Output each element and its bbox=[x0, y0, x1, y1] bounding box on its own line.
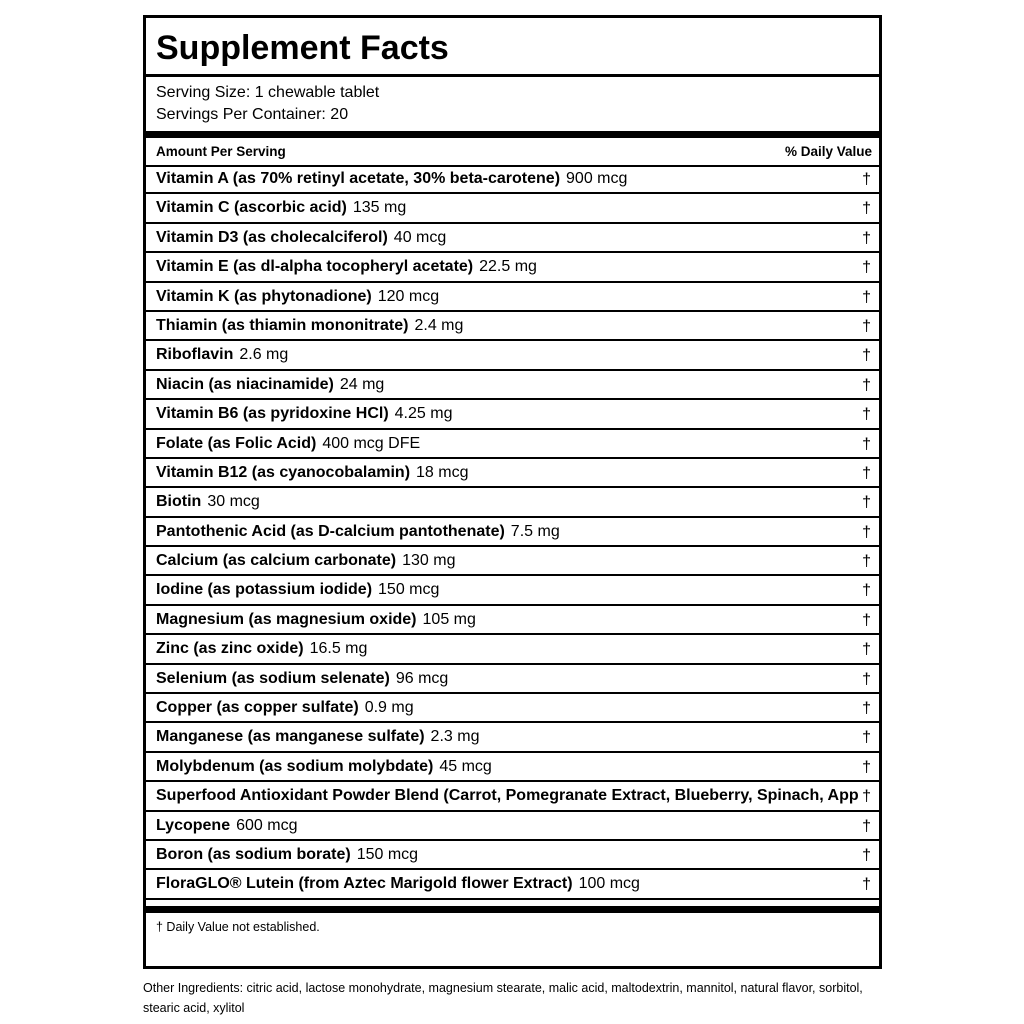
nutrient-amount: 150 mcg bbox=[378, 581, 440, 599]
nutrient-text bbox=[156, 346, 288, 364]
nutrient-amount: 2.3 mg bbox=[430, 728, 480, 746]
nutrient-text bbox=[156, 581, 439, 599]
nutrient-text bbox=[156, 493, 260, 511]
amount-header: Amount Per Serving bbox=[156, 144, 286, 159]
servings-per-container: Servings Per Container: 20 bbox=[156, 106, 349, 123]
daily-value-dagger: † bbox=[862, 200, 871, 218]
daily-value-dagger: † bbox=[862, 376, 871, 394]
nutrient-row bbox=[146, 459, 879, 488]
daily-value-dagger: † bbox=[862, 347, 871, 365]
nutrient-amount: 2.6 mg bbox=[239, 346, 289, 364]
nutrient-name: Vitamin A (as 70% retinyl acetate, 30% beta-carotene) bbox=[156, 170, 561, 187]
nutrient-amount: 7.5 mg bbox=[510, 522, 560, 540]
nutrient-name: Pantothenic Acid (as D-calcium pantothenate) bbox=[156, 522, 505, 540]
nutrient-amount: 4.25 mg bbox=[394, 405, 453, 423]
nutrient-amount: 2.4 mg bbox=[414, 316, 464, 334]
daily-value-dagger: † bbox=[862, 846, 871, 864]
serving-size: Serving Size: 1 chewable tablet bbox=[156, 84, 380, 101]
nutrient-name: Iodine (as potassium iodide) bbox=[156, 581, 373, 599]
nutrient-text bbox=[156, 199, 406, 217]
nutrient-row bbox=[146, 576, 879, 605]
nutrient-amount: 120 mcg bbox=[377, 287, 440, 305]
nutrient-name: Superfood Antioxidant Powder Blend (Carrot, Pomegranate Extract, Blueberry, Spinach, App bbox=[156, 787, 859, 805]
nutrient-row bbox=[146, 547, 879, 576]
nutrient-amount: 30 mcg bbox=[207, 493, 260, 511]
nutrient-amount: 45 mcg bbox=[439, 757, 492, 775]
nutrient-name: FloraGLO® Lutein (from Aztec Marigold flower Extract) bbox=[156, 875, 573, 893]
daily-value-dagger: † bbox=[862, 788, 871, 806]
nutrient-name: Biotin bbox=[156, 493, 202, 511]
daily-value-dagger: † bbox=[862, 259, 871, 277]
nutrient-row bbox=[146, 782, 879, 811]
dv-header: % Daily Value bbox=[784, 144, 872, 159]
nutrient-name: Vitamin E (as dl-alpha tocopheryl acetate) bbox=[156, 258, 474, 276]
nutrient-row bbox=[146, 812, 879, 841]
nutrient-text bbox=[156, 317, 463, 335]
nutrient-name: Molybdenum (as sodium molybdate) bbox=[156, 757, 434, 775]
nutrient-amount: 130 mg bbox=[402, 552, 456, 570]
nutrient-amount: 0.9 mg bbox=[364, 699, 414, 717]
daily-value-dagger: † bbox=[862, 523, 871, 541]
footnote: † Daily Value not established. bbox=[156, 920, 320, 934]
nutrient-name: Riboflavin bbox=[156, 346, 234, 364]
nutrient-row bbox=[146, 341, 879, 370]
nutrient-amount: 18 mcg bbox=[416, 463, 469, 481]
nutrient-row bbox=[146, 371, 879, 400]
daily-value-dagger: † bbox=[862, 464, 871, 482]
nutrient-name: Folate (as Folic Acid) bbox=[156, 434, 317, 452]
nutrient-text bbox=[156, 376, 384, 394]
thick-divider bbox=[146, 906, 879, 913]
nutrient-name: Boron (as sodium borate) bbox=[156, 845, 351, 863]
supplement-facts-panel bbox=[143, 15, 882, 969]
nutrient-row bbox=[146, 253, 879, 282]
daily-value-dagger: † bbox=[862, 817, 871, 835]
nutrient-name: Copper (as copper sulfate) bbox=[156, 699, 359, 717]
nutrient-text bbox=[156, 611, 476, 629]
nutrient-name: Vitamin B12 (as cyanocobalamin) bbox=[156, 463, 411, 481]
nutrient-text bbox=[156, 758, 492, 776]
nutrient-row bbox=[146, 194, 879, 223]
nutrient-row bbox=[146, 665, 879, 694]
nutrient-text bbox=[156, 523, 560, 541]
nutrient-amount: 900 mcg bbox=[566, 170, 628, 187]
nutrient-amount: 150 mcg bbox=[356, 845, 419, 863]
nutrient-text bbox=[156, 464, 468, 482]
daily-value-dagger: † bbox=[862, 406, 871, 424]
nutrient-name: Magnesium (as magnesium oxide) bbox=[156, 610, 417, 628]
nutrient-amount: 105 mg bbox=[422, 610, 476, 628]
nutrient-list bbox=[146, 165, 879, 900]
nutrient-amount: 40 mcg bbox=[393, 228, 447, 246]
nutrient-row bbox=[146, 165, 879, 194]
nutrient-row bbox=[146, 841, 879, 870]
nutrient-name: Selenium (as sodium selenate) bbox=[156, 669, 390, 687]
nutrient-row bbox=[146, 224, 879, 253]
nutrient-name: Lycopene bbox=[156, 816, 231, 834]
daily-value-dagger: † bbox=[862, 317, 871, 335]
nutrient-name: Calcium (as calcium carbonate) bbox=[156, 552, 397, 570]
nutrient-amount: 135 mg bbox=[352, 199, 407, 217]
nutrient-row bbox=[146, 635, 879, 664]
nutrient-row bbox=[146, 870, 879, 899]
nutrient-row bbox=[146, 488, 879, 517]
nutrient-row bbox=[146, 518, 879, 547]
nutrient-row bbox=[146, 694, 879, 723]
daily-value-dagger: † bbox=[862, 229, 871, 247]
nutrient-amount: 22.5 mg bbox=[479, 258, 537, 276]
daily-value-dagger: † bbox=[862, 700, 871, 718]
nutrient-row bbox=[146, 430, 879, 459]
nutrient-text bbox=[156, 670, 448, 688]
nutrient-text bbox=[156, 229, 446, 247]
daily-value-dagger: † bbox=[862, 670, 871, 688]
nutrient-row bbox=[146, 283, 879, 312]
other-ingredients: Other Ingredients: citric acid, lactose monohydrate, magnesium stearate, malic acid, maltodextrin, mannitol, natural flavor, sorbitol, stearic acid, xylitol bbox=[143, 981, 863, 1015]
daily-value-dagger: † bbox=[862, 758, 871, 776]
nutrient-name: Manganese (as manganese sulfate) bbox=[156, 728, 425, 746]
nutrient-amount: 16.5 mg bbox=[309, 640, 368, 658]
nutrient-name: Niacin (as niacinamide) bbox=[156, 375, 334, 393]
nutrient-amount: 400 mcg DFE bbox=[322, 434, 421, 452]
nutrient-amount: 96 mcg bbox=[395, 669, 449, 687]
thick-divider bbox=[146, 131, 879, 138]
nutrient-text bbox=[156, 170, 627, 188]
nutrient-text bbox=[156, 817, 297, 835]
daily-value-dagger: † bbox=[862, 435, 871, 453]
nutrient-text bbox=[156, 258, 537, 276]
nutrient-row bbox=[146, 753, 879, 782]
nutrient-text bbox=[156, 846, 418, 864]
panel-title: Supplement Facts bbox=[156, 29, 449, 67]
daily-value-dagger: † bbox=[862, 288, 871, 306]
nutrient-amount: 600 mcg bbox=[236, 816, 298, 834]
daily-value-dagger: † bbox=[862, 553, 871, 571]
nutrient-text bbox=[156, 728, 479, 746]
nutrient-amount: 24 mg bbox=[339, 375, 385, 393]
daily-value-dagger: † bbox=[862, 582, 871, 600]
daily-value-dagger: † bbox=[862, 611, 871, 629]
nutrient-name: Vitamin B6 (as pyridoxine HCl) bbox=[156, 405, 389, 423]
nutrient-text bbox=[156, 435, 420, 453]
nutrient-text bbox=[156, 640, 367, 658]
daily-value-dagger: † bbox=[862, 641, 871, 659]
nutrient-row bbox=[146, 723, 879, 752]
nutrient-name: Vitamin K (as phytonadione) bbox=[156, 287, 372, 305]
nutrient-row bbox=[146, 400, 879, 429]
nutrient-name: Vitamin D3 (as cholecalciferol) bbox=[156, 228, 388, 246]
daily-value-dagger: † bbox=[862, 876, 871, 894]
nutrient-text bbox=[156, 288, 439, 306]
nutrient-text bbox=[156, 875, 640, 893]
serving-info bbox=[156, 82, 379, 126]
nutrient-amount: 100 mcg bbox=[578, 875, 640, 893]
nutrient-row bbox=[146, 312, 879, 341]
column-header bbox=[146, 139, 879, 167]
nutrient-text bbox=[156, 699, 414, 717]
daily-value-dagger: † bbox=[862, 729, 871, 747]
nutrient-row bbox=[146, 606, 879, 635]
daily-value-dagger: † bbox=[862, 494, 871, 512]
nutrient-name: Zinc (as zinc oxide) bbox=[156, 640, 304, 658]
daily-value-dagger: † bbox=[862, 171, 871, 188]
nutrient-text bbox=[156, 405, 452, 423]
nutrient-name: Thiamin (as thiamin mononitrate) bbox=[156, 316, 409, 334]
nutrient-text bbox=[156, 787, 859, 805]
nutrient-text bbox=[156, 552, 455, 570]
nutrient-name: Vitamin C (ascorbic acid) bbox=[156, 199, 347, 217]
divider bbox=[146, 74, 879, 77]
